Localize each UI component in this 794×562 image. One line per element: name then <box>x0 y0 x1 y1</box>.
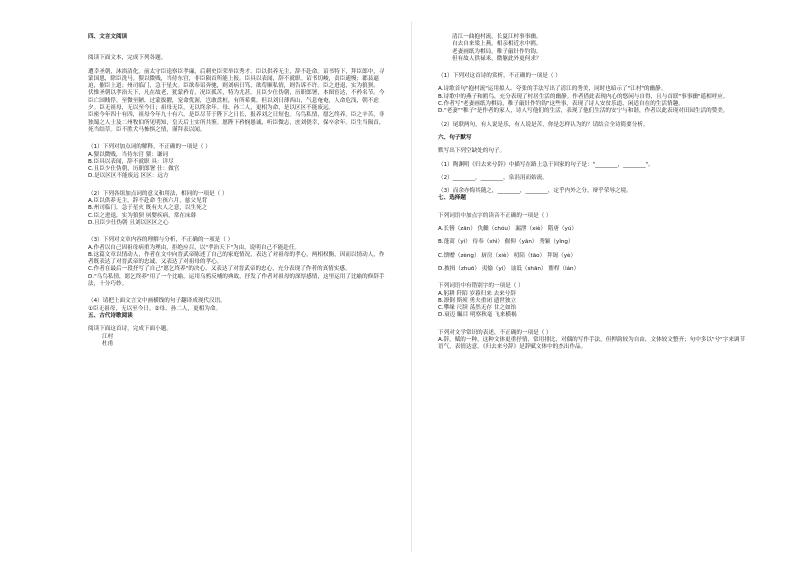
question-1-option-a: A.猥以微贱，当侍东宫 猥：谦词 <box>88 151 169 158</box>
section-4-title: 四、文言文阅读 <box>88 34 128 40</box>
poem-question-1-option-d: D."老妻""稚子"是作者的家人，诗人写他们的生活，表现了他们生活的安宁与和谐，作者以此表现对田园生活的赞美。 <box>438 108 729 115</box>
question-3-option-b: B.这篇文章以情动人，作者在文中向晋武帝陈述了自己的家庭情况，表达了对祖母的孝心，两相权衡，因而以情动人，作者既表达了对晋武帝的忠诚，又表达了对祖母的孝心。 <box>88 251 385 266</box>
choice-question-3-option-a: A.辞，赋的一种，这种文体更重抒情，常用排比、对偶的写作手法，但押韵较为自由，文体较文整齐；句中多以"兮"字来调节语气，表情达意。《归去来兮辞》是辞赋文体中的杰出作品。 <box>438 337 746 351</box>
poem-question-1-option-a: A.诗歌首句"抱村流"运用拟人、夸张的手法写出了清江的秀美，同时也暗示了"江村"的幽静。 <box>438 86 667 93</box>
section-6-title: 六、句子默写 <box>438 134 472 141</box>
question-1-option-c: C.且臣少仕伪朝，历职郎署 仕：做官 <box>88 166 180 173</box>
poem-author: 杜甫 <box>102 340 114 347</box>
poem-line-1: 清江一曲抱村流，长夏江村事事幽。 <box>452 34 542 40</box>
left-column <box>88 34 386 348</box>
section-4-instruction: 阅读下面文本，完成下列各题。 <box>88 55 167 62</box>
choice-question-1-option-a: A.长簪（zān） 仇雠（chóu） 漏泄（xiè） 隋唐（yú） <box>438 226 578 233</box>
recitation-item-1: （1）陶渊明《归去来兮辞》中描写在路上急于回家的句子是："________，________"。 <box>438 161 654 168</box>
question-1-option-d: D.是以区区不能废远 区区：远方 <box>88 173 169 180</box>
choice-question-2-option-c: C.攀缘 尺牍 荡然无存 甘之如饴 <box>438 305 517 312</box>
question-1: （1）下列对加点词的解释，不正确的一项是（ ） <box>88 144 211 151</box>
question-4-sentences: ①臣无祖母，无以至今日。②母、孙二人，更相为命。 <box>88 305 222 312</box>
choice-question-3: 下列对文学常识的表述，不正确的一项是（ ） <box>438 329 552 336</box>
recitation-item-3: （3）而余亦悔其随之，________，________，定乎内外之分，辩乎荣辱之境。 <box>438 188 632 195</box>
question-2: （2）下列各组加点词的意义和用法，相同的一项是（ ） <box>88 190 228 197</box>
question-2-option-d: D.且臣少仕伪朝 且刘以区区之心 <box>88 219 169 226</box>
poem-line-3: 老妻画纸为棋局，稚子敲针作钓钩。 <box>452 48 542 55</box>
passage-paragraph-1: 遭幸圣朝，沐浴清化。前太守臣逵察臣孝廉，后刺史臣荣举臣秀才。臣以供养无主，辞不赴命。诏书特下，拜臣郎中，寻蒙国恩，除臣洗马。猥以微贱，当侍东宫，非臣陨首所能上报。臣具以表闻，辞不就职。诏书切峻，责臣逋慢；郡县逼迫，催臣上道；州司临门，急于星火。臣欲奉诏奔驰，则刘病日笃，欲苟顺私情，则告诉不许。臣之进退，实为狼狈。 <box>88 68 385 90</box>
question-2-option-a: A.臣以供养无主，辞不赴命 生孩六月，慈父见背 <box>88 198 208 205</box>
question-3-option-d: D."乌鸟私情，愿乞终养"用了一个比喻，运用乌鸦反哺的典故，抒发了作者对祖母的深厚感情，这里运用了比喻的修辞手法，十分巧妙。 <box>88 273 385 288</box>
poem-line-2: 自去自来梁上燕，相亲相近水中鸥。 <box>452 41 542 48</box>
choice-question-2: 下列词语中有错别字的一项是（ ） <box>438 283 524 290</box>
poem-question-2: （2）尾联两句，有人说是乐，有人说是苦，你是怎样认为的？请结合全诗简要分析。 <box>438 121 649 128</box>
passage-paragraph-2: 伏惟圣朝以孝治天下，凡在故老，犹蒙矜育，况臣孤苦，特为尤甚。且臣少仕伪朝，历职郎署，本图宦达，不矜名节。今臣亡国贱俘，至微至陋，过蒙拔擢，宠命优渥，岂敢盘桓，有所希冀。但以刘日薄西山，气息奄奄，人命危浅，朝不虑夕。臣无祖母，无以至今日；祖母无臣，无以终余年。母、孙二人，更相为命，是以区区不能废远。 <box>88 90 385 112</box>
section-5-title: 五、古代诗歌阅读 <box>88 312 133 319</box>
section-5-instruction: 阅读下面这首诗，完成下面小题。 <box>88 326 172 333</box>
choice-question-1-option-d: D.披揖（zhuō） 夷愉（yí） 讪诋（shān） 盥栉（lán） <box>438 265 580 272</box>
choice-question-1: 下列词语中加点字的读音不正确的一项是（ ） <box>438 212 552 219</box>
question-4: （4）请把上面文言文中画横线的句子翻译成现代汉语。 <box>88 298 226 305</box>
passage-paragraph-3: 臣密今年四十有四，祖母今年九十有六，是臣尽节于陛下之日长，报养刘之日短也。乌鸟私情，愿乞终养。臣之辛苦，非独蜀之人士及二州牧伯所见明知，皇天后土实所共鉴。愿陛下矜悯愚诚，听臣微志，庶刘侥幸，保卒余年。臣生当陨首，死当结草。臣不胜犬马怖惧之情，谨拜表以闻。 <box>88 112 385 133</box>
choice-question-2-option-d: D.衰迈 瞩目 明察秋毫 飞来横祸 <box>438 312 517 319</box>
section-6-instruction: 默写出下列空缺处的句子。 <box>438 148 506 155</box>
question-1-option-b: B.臣具以表闻，辞不就职 具：详尽 <box>88 158 174 165</box>
column-divider <box>411 22 412 552</box>
choice-question-2-option-b: B.潦倒 斯须 勇夫重闭 遗世独立 <box>438 297 517 304</box>
question-3-option-c: C.作者在最后一段抒写了自己"愿乞终养"的决心，又表达了对晋武帝的忠心，充分表现了作者的真情实感。 <box>88 266 351 273</box>
question-2-option-b: B.州司临门，急于星火 既有夫人之意，以生死之 <box>88 205 208 212</box>
poem-title: 江村 <box>102 333 114 340</box>
choice-question-2-option-a: A.躬耕 阡陌 岁暮归来 去来兮辞 <box>438 290 516 297</box>
poem-question-1: （1）下列对这首诗的赏析，不正确的一项是（ ） <box>438 73 561 80</box>
choice-question-1-option-b: B.蓬蒿（yì） 侍奉（shì） 偃仰（yǎn） 秀颖（yǐng） <box>438 239 574 246</box>
poem-question-1-option-c: C.作者写"老妻画纸为棋局，稚子敲针作钓钩"这些事，表现了诗人安贫乐道、闲适自在的生活情趣。 <box>438 101 684 108</box>
recitation-item-2: （2）________，________，泉涓涓而始流。 <box>438 174 548 181</box>
question-3: （3）下列对文章内容的理解与分析，不正确的一项是（ ） <box>88 237 234 244</box>
question-2-option-c: C.臣之进退，实为狼狈 夙婴疾病，常在床蓐 <box>88 212 197 219</box>
section-7-title: 七、选择题 <box>438 195 466 202</box>
question-3-option-a: A.作者以自己因祖母病重为理由，拒绝应召，以"孝治天下"为由，说明自己不能赴任。 <box>88 244 301 251</box>
poem-question-1-option-b: B.诗歌中的燕子和鸥鸟，充分表现了村居生活的幽静。作者借此表现内心的悠闲与自得，且与首联"事事幽"遥相呼应。 <box>438 93 729 100</box>
choice-question-1-option-c: C.馈赠（zèng） 厨房（xiè） 叨陪（tāo） 拜谒（yè） <box>438 252 577 259</box>
poem-line-4: 但有故人供禄米，微躯此外更何求？ <box>452 55 542 62</box>
right-column <box>438 34 750 352</box>
